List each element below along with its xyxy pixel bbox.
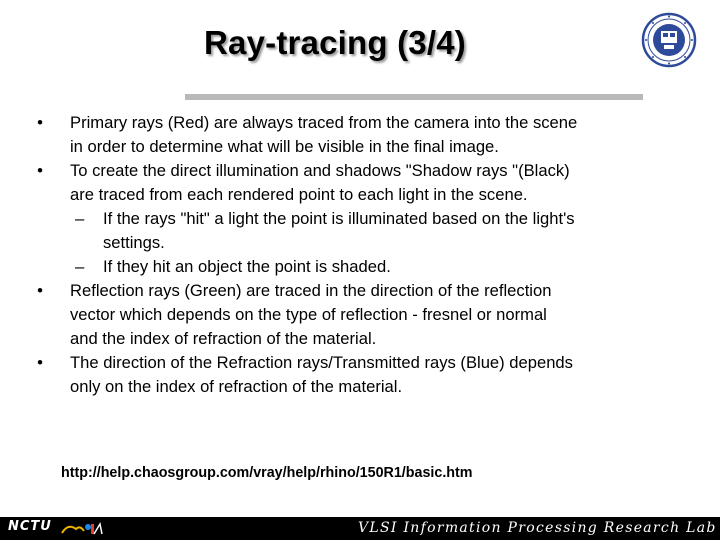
title-underline [185,94,643,100]
university-seal-icon [641,12,697,68]
bullet-text-line: vector which depends on the type of reflection - fresnel or normal [70,305,547,324]
bullet-text-line: only on the index of refraction of the material. [70,377,403,396]
bullet-text-line: are traced from each rendered point to each light in the scene. [70,185,528,204]
bullet-marker: • [37,113,43,132]
bullet-marker: • [37,281,43,300]
bullet-text-line: settings. [103,233,165,252]
bullet-item [30,279,670,351]
lab-logo-icon [58,519,108,539]
bullet-list [30,111,670,399]
bullet-text-line: To create the direct illumination and shadows "Shadow rays "(Black) [70,161,570,180]
bullet-text-line: If they hit an object the point is shaded. [103,257,391,276]
footer-bar [0,517,720,540]
bullet-text-line: If the rays "hit" a light the point is illuminated based on the light's [103,209,575,228]
bullet-text-line: Primary rays (Red) are always traced from the camera into the scene [70,113,578,132]
footer-lab-name: VLSI Information Processing Research Lab [358,520,717,536]
footer-left-logo: NCTU [8,519,52,534]
reference-link[interactable]: http://help.chaosgroup.com/vray/help/rhino/150R1/basic.htm [61,465,473,481]
bullet-text-line: The direction of the Refraction rays/Transmitted rays (Blue) depends [70,353,573,372]
bullet-marker: • [37,161,43,180]
bullet-text-line: in order to determine what will be visible in the final image. [70,137,499,156]
bullet-item [30,159,670,207]
sub-bullet-item [30,207,670,255]
slide-title: Ray-tracing (3/4) [204,24,466,61]
bullet-marker: – [75,257,85,276]
bullet-item [30,111,670,159]
bullet-text-line: and the index of refraction of the material. [70,329,377,348]
sub-bullet-item [30,255,670,279]
bullet-marker: • [37,353,43,372]
bullet-marker: – [75,209,85,228]
bullet-item [30,351,670,399]
bullet-text-line: Reflection rays (Green) are traced in the direction of the reflection [70,281,552,300]
